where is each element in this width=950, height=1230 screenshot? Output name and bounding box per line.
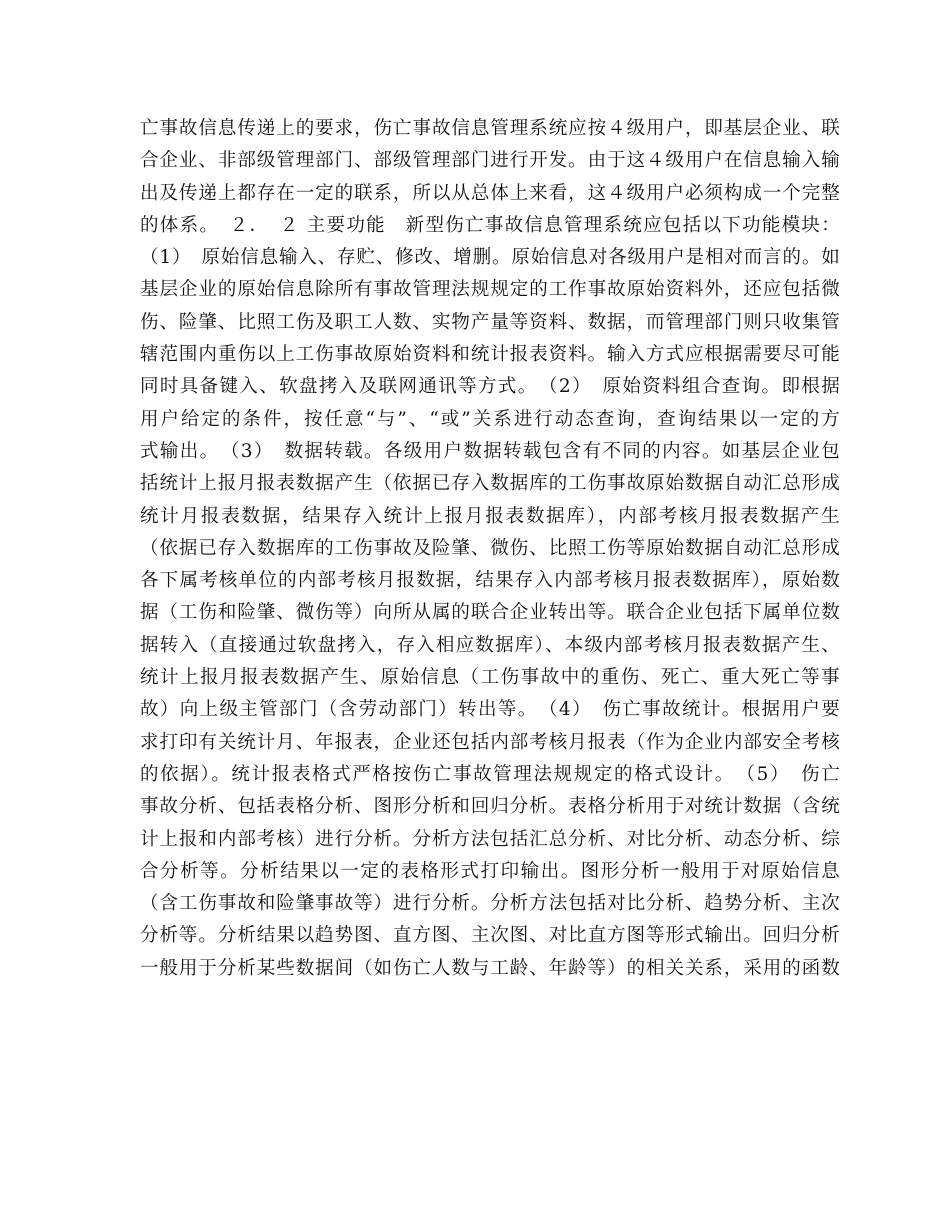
text-line-20: 求打印有关统计月、年报表，企业还包括内部考核月报表（作为企业内部安全考核: [140, 731, 840, 753]
text-line-8: 辖范围内重伤以上工伤事故原始资料和统计报表资料。输入方式应根据需要尽可能: [140, 344, 840, 366]
text-line-15: 各下属考核单位的内部考核月报数据，结果存入内部考核月报表数据库），原始数: [140, 570, 840, 592]
text-line-14: （依据已存入数据库的工伤事故及险肇、微伤、比照工伤等原始数据自动汇总形成: [140, 537, 840, 559]
text-line-13: 统计月报表数据，结果存入统计上报月报表数据库），内部考核月报表数据产生: [140, 505, 840, 527]
text-line-2: 合企业、非部级管理部门、部级管理部门进行开发。由于这４级用户在信息输入输: [140, 150, 840, 172]
text-line-1: 亡事故信息传递上的要求，伤亡事故信息管理系统应按４级用户，即基层企业、联: [140, 118, 840, 139]
text-line-24: 合分析等。分析结果以一定的表格形式打印输出。图形分析一般用于对原始信息: [140, 860, 840, 882]
text-line-4: 的体系。 ２． ２ 主要功能 新型伤亡事故信息管理系统应包括以下功能模块：: [140, 214, 840, 236]
text-line-18: 统计上报月报表数据产生、原始信息（工伤事故中的重伤、死亡、重大死亡等事: [140, 667, 840, 689]
text-line-23: 计上报和内部考核）进行分析。分析方法包括汇总分析、对比分析、动态分析、综: [140, 828, 840, 850]
text-line-21: 的依据）。统计报表格式严格按伤亡事故管理法规规定的格式设计。 （5） 伤亡: [140, 763, 840, 785]
text-line-25: （含工伤事故和险肇事故等）进行分析。分析方法包括对比分析、趋势分析、主次: [140, 893, 840, 915]
text-line-3: 出及传递上都存在一定的联系，所以从总体上来看，这４级用户必须构成一个完整: [140, 182, 840, 204]
text-line-7: 伤、险肇、比照工伤及职工人数、实物产量等资料、数据，而管理部门则只收集管: [140, 311, 840, 333]
text-line-5: （1） 原始信息输入、存贮、修改、增删。原始信息对各级用户是相对而言的。如: [140, 247, 840, 269]
body-text: [140, 113, 840, 985]
text-line-22: 事故分析、包括表格分析、图形分析和回归分析。表格分析用于对统计数据（含统: [140, 796, 840, 818]
text-line-27: 一般用于分析某些数据间（如伤亡人数与工龄、年龄等）的相关关系，采用的函数: [140, 957, 840, 979]
text-line-12: 括统计上报月报表数据产生（依据已存入数据库的工伤事故原始数据自动汇总形成: [140, 473, 840, 495]
text-line-19: 故）向上级主管部门（含劳动部门）转出等。 （4） 伤亡事故统计。根据用户要: [140, 699, 840, 721]
text-line-17: 据转入（直接通过软盘拷入，存入相应数据库）、本级内部考核月报表数据产生、: [140, 634, 840, 656]
text-line-6: 基层企业的原始信息除所有事故管理法规规定的工作事故原始资料外，还应包括微: [140, 279, 840, 301]
text-line-9: 同时具备键入、软盘拷入及联网通讯等方式。 （2） 原始资料组合查询。即根据: [140, 376, 840, 398]
text-line-26: 分析等。分析结果以趋势图、直方图、主次图、对比直方图等形式输出。回归分析: [140, 925, 840, 947]
text-line-11: 式输出。 （3） 数据转载。各级用户数据转载包含有不同的内容。如基层企业包: [140, 440, 840, 462]
text-line-16: 据（工伤和险肇、微伤等）向所从属的联合企业转出等。联合企业包括下属单位数: [140, 602, 840, 624]
text-line-10: 用户给定的条件，按任意“与”、“或”关系进行动态查询，查询结果以一定的方: [140, 408, 840, 430]
